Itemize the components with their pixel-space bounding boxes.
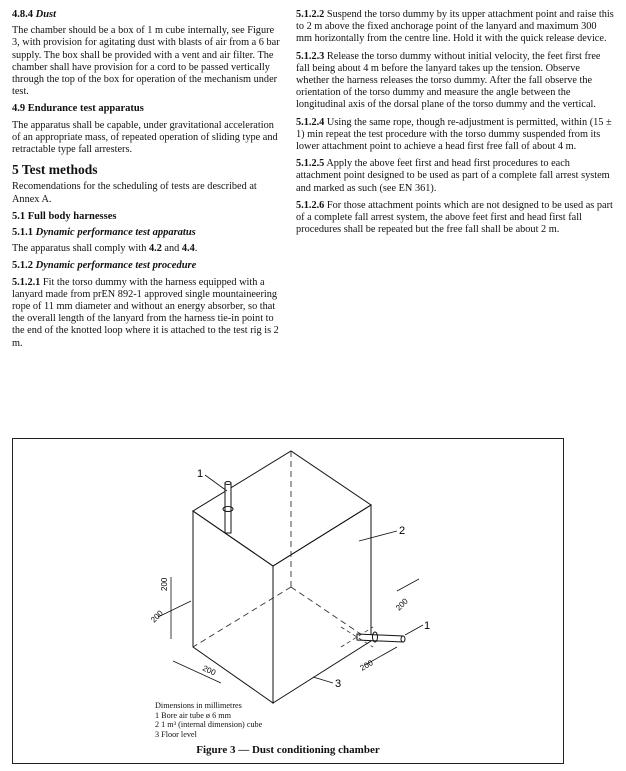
- section-title: Dynamic performance test procedure: [35, 260, 197, 272]
- hidden-edge-right: [291, 587, 371, 641]
- leader-3: [313, 677, 333, 683]
- callout-1-top: 1: [197, 468, 204, 480]
- section-title: Dynamic performance test apparatus: [35, 227, 196, 239]
- side-air-tube-icon: [357, 632, 405, 642]
- dim-200-front-vertical: 200: [160, 577, 169, 591]
- callout-1-side: 1: [424, 620, 431, 632]
- cube-side-face: [273, 505, 371, 703]
- section-5-1-2-6: [296, 200, 614, 237]
- hidden-edge-left: [193, 587, 291, 647]
- section-5-heading: 5 Test methods: [12, 162, 98, 178]
- body-text: .: [194, 243, 198, 255]
- dim-200-side-upper: 200: [394, 596, 410, 613]
- section-5-1-2-2: [296, 9, 614, 46]
- section-5-1-2-1: [12, 277, 282, 350]
- clause-reference: 4.4: [181, 243, 195, 255]
- callout-3: 3: [335, 678, 342, 690]
- section-4-9-heading: 4.9 Endurance test apparatus: [12, 103, 144, 115]
- leader-1-top: [205, 475, 227, 491]
- clause-number: 5.1.2.1: [12, 276, 41, 288]
- section-5-1-2-heading: [12, 260, 282, 272]
- cube-top-face: [193, 451, 371, 566]
- section-5-1-2-4: [296, 117, 614, 154]
- clause-text: Using the same rope, though re-adjustment is permitted, within (15 ± 1) min repeat the test procedure with the torso dummy suspended from its lower attachment point to achieve a head first free fall of about 4 m.: [296, 116, 612, 153]
- clause-text: Fit the torso dummy with the harness equipped with a lanyard made from prEN 892-1 approved single mountaineering rope of 11 mm diameter and without an energy absorber, so that the overall length of the lanyard from the harness tie-in point to the end of the knotted loop where it is attached to the test rig is 2 m.: [12, 276, 279, 349]
- figure-note: 3 Floor level: [155, 729, 197, 739]
- dust-chamber-drawing: [13, 439, 565, 739]
- section-number: 5.1.2: [12, 260, 33, 272]
- dim-200-bottom: 200: [201, 663, 218, 678]
- section-5-body: Recomendations for the scheduling of tests are described at Annex A.: [12, 181, 257, 205]
- dim-200-side-lower: 200: [358, 658, 375, 673]
- section-5-1-2-5: [296, 158, 614, 195]
- figure-caption: Figure 3 — Dust conditioning chamber: [196, 744, 380, 756]
- clause-number: 5.1.2.6: [296, 199, 325, 211]
- figure-note: 1 Bore air tube ø 6 mm: [155, 710, 231, 720]
- section-4-8-4-body: The chamber should be a box of 1 m cube internally, see Figure 3, with provision for agitating dust with blasts of air from a 6 bar supply. The box shall be provided with a vent and air filter. The chamber shall have provision for a cord to be passed vertically through the top of the box for operation of the mechanism under test.: [12, 25, 280, 98]
- left-column: [12, 9, 282, 355]
- body-text: and: [161, 243, 182, 255]
- figure-note: 2 1 m³ (internal dimension) cube: [155, 720, 263, 730]
- figure-3-box: [12, 438, 564, 764]
- section-5-1-2-3: [296, 51, 614, 112]
- section-5-1-heading: 5.1 Full body harnesses: [12, 210, 117, 222]
- clause-text: For those attachment points which are not designed to be used as part of a complete fall arrest system, the above feet first and head first fall procedures shall be repeated but the free fall shall be about 2 m.: [296, 199, 613, 236]
- cube-front-face: [193, 511, 273, 703]
- body-text: The apparatus shall comply with: [12, 243, 149, 255]
- leader-1-side: [405, 625, 423, 635]
- right-column: [296, 9, 614, 241]
- section-number: 4.8.4: [12, 9, 33, 20]
- clause-reference: 4.2: [148, 243, 162, 255]
- section-4-8-4-heading: [12, 9, 282, 21]
- leader-2: [359, 531, 397, 541]
- clause-number: 5.1.2.4: [296, 116, 325, 128]
- clause-text: Release the torso dummy without initial velocity, the feet first free fall being about 4 m before the lanyard takes up the tension. Observe whether the harness releases the torso dummy. After the fall observe the orientation of the torso dummy and measure the angle between the longitudinal axis of the dorsal plane of the torso dummy and the vertical.: [296, 50, 601, 111]
- clause-text: Suspend the torso dummy by its upper attachment point and raise this to 2 m above the fixed anchorage point of the lanyard and maximum 300 mm horizontally from the centre line. Hold it with the quick release device.: [296, 9, 614, 45]
- section-4-9-body: The apparatus shall be capable, under gravitational acceleration of an appropriate mass, of repeated operation of sliding type and retractable type fall arresters.: [12, 119, 278, 156]
- section-title: Dust: [35, 9, 57, 20]
- figure-note: Dimensions in millimetres: [155, 701, 242, 710]
- dim-line-side-upper: [397, 579, 419, 591]
- clause-number: 5.1.2.3: [296, 50, 325, 62]
- clause-number: 5.1.2.2: [296, 9, 325, 20]
- section-5-1-1-heading: [12, 227, 282, 239]
- section-number: 5.1.1: [12, 227, 33, 239]
- dim-200-front-depth: 200: [149, 608, 165, 625]
- clause-text: Apply the above feet first and head first procedures to each attachment point designed to be used as part of a complete fall arrest system and marked as such (see EN 361).: [296, 158, 610, 194]
- figure-notes: [155, 701, 262, 739]
- section-5-1-1-body: [12, 243, 282, 255]
- callout-2: 2: [399, 525, 406, 537]
- clause-number: 5.1.2.5: [296, 158, 325, 170]
